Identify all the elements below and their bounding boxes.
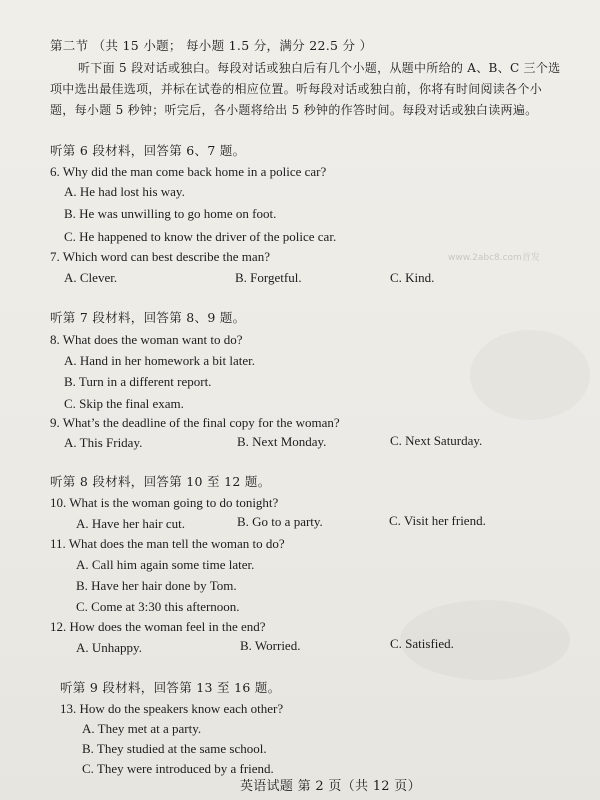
group-heading-9: 听第 9 段材料，回答第 13 至 16 题。 (60, 680, 281, 695)
instruction-line-2: 项中选出最佳选项，并标在试卷的相应位置。听每段对话或独白前，你将有时间阅读各个小 (50, 82, 543, 96)
option-7a: A. Clever. (64, 270, 118, 285)
option-6c: C. He happened to know the driver of the police car. (64, 229, 337, 244)
option-8a: A. Hand in her homework a bit later. (64, 353, 255, 368)
question-6: 6. Why did the man come back home in a police car? (50, 164, 327, 179)
instruction-line-3: 题，每小题 5 秒钟；听完后，各小题将给出 5 秒钟的作答时间。每段对话或独白读两遍。 (50, 103, 538, 117)
option-13b: B. They studied at the same school. (82, 741, 267, 756)
group-heading-7: 听第 7 段材料，回答第 8、9 题。 (50, 310, 246, 325)
option-8c: C. Skip the final exam. (64, 396, 184, 411)
option-11c: C. Come at 3:30 this afternoon. (76, 599, 240, 614)
group-heading-8: 听第 8 段材料，回答第 10 至 12 题。 (50, 474, 271, 489)
option-13a: A. They met at a party. (82, 721, 202, 736)
question-12: 12. How does the woman feel in the end? (50, 619, 266, 634)
option-9c: C. Next Saturday. (390, 433, 483, 448)
option-12a: A. Unhappy. (76, 640, 142, 655)
option-6b: B. He was unwilling to go home on foot. (64, 206, 277, 221)
question-9: 9. What’s the deadline of the final copy for the woman? (50, 415, 340, 430)
option-11a: A. Call him again some time later. (76, 557, 255, 572)
instruction-line-1: 听下面 5 段对话或独白。每段对话或独白后有几个小题，从题中所给的 A、B、C 三个选 (78, 61, 561, 75)
question-10: 10. What is the woman going to do tonight? (50, 495, 279, 510)
question-8: 8. What does the woman want to do? (50, 332, 243, 347)
watermark: www.2abc8.com首发 (448, 253, 540, 263)
option-12b: B. Worried. (240, 638, 301, 653)
option-6a: A. He had lost his way. (64, 184, 185, 199)
question-7: 7. Which word can best describe the man? (50, 249, 270, 264)
scan-smudge (470, 330, 590, 420)
option-8b: B. Turn in a different report. (64, 374, 212, 389)
option-10a: A. Have her hair cut. (76, 516, 186, 531)
group-heading-6: 听第 6 段材料，回答第 6、7 题。 (50, 143, 246, 158)
option-12c: C. Satisfied. (390, 636, 454, 651)
option-9a: A. This Friday. (64, 435, 143, 450)
question-11: 11. What does the man tell the woman to do? (50, 536, 285, 551)
option-7c: C. Kind. (390, 270, 435, 285)
option-11b: B. Have her hair done by Tom. (76, 578, 237, 593)
option-9b: B. Next Monday. (237, 434, 327, 449)
question-13: 13. How do the speakers know each other? (60, 701, 284, 716)
option-13c: C. They were introduced by a friend. (82, 761, 274, 776)
section-heading: 第二节 （共 15 小题； 每小题 1.5 分，满分 22.5 分 ） (50, 38, 373, 53)
option-7b: B. Forgetful. (235, 270, 302, 285)
option-10c: C. Visit her friend. (389, 513, 486, 528)
page-footer: 英语试题 第 2 页（共 12 页） (240, 779, 421, 794)
option-10b: B. Go to a party. (237, 514, 323, 529)
